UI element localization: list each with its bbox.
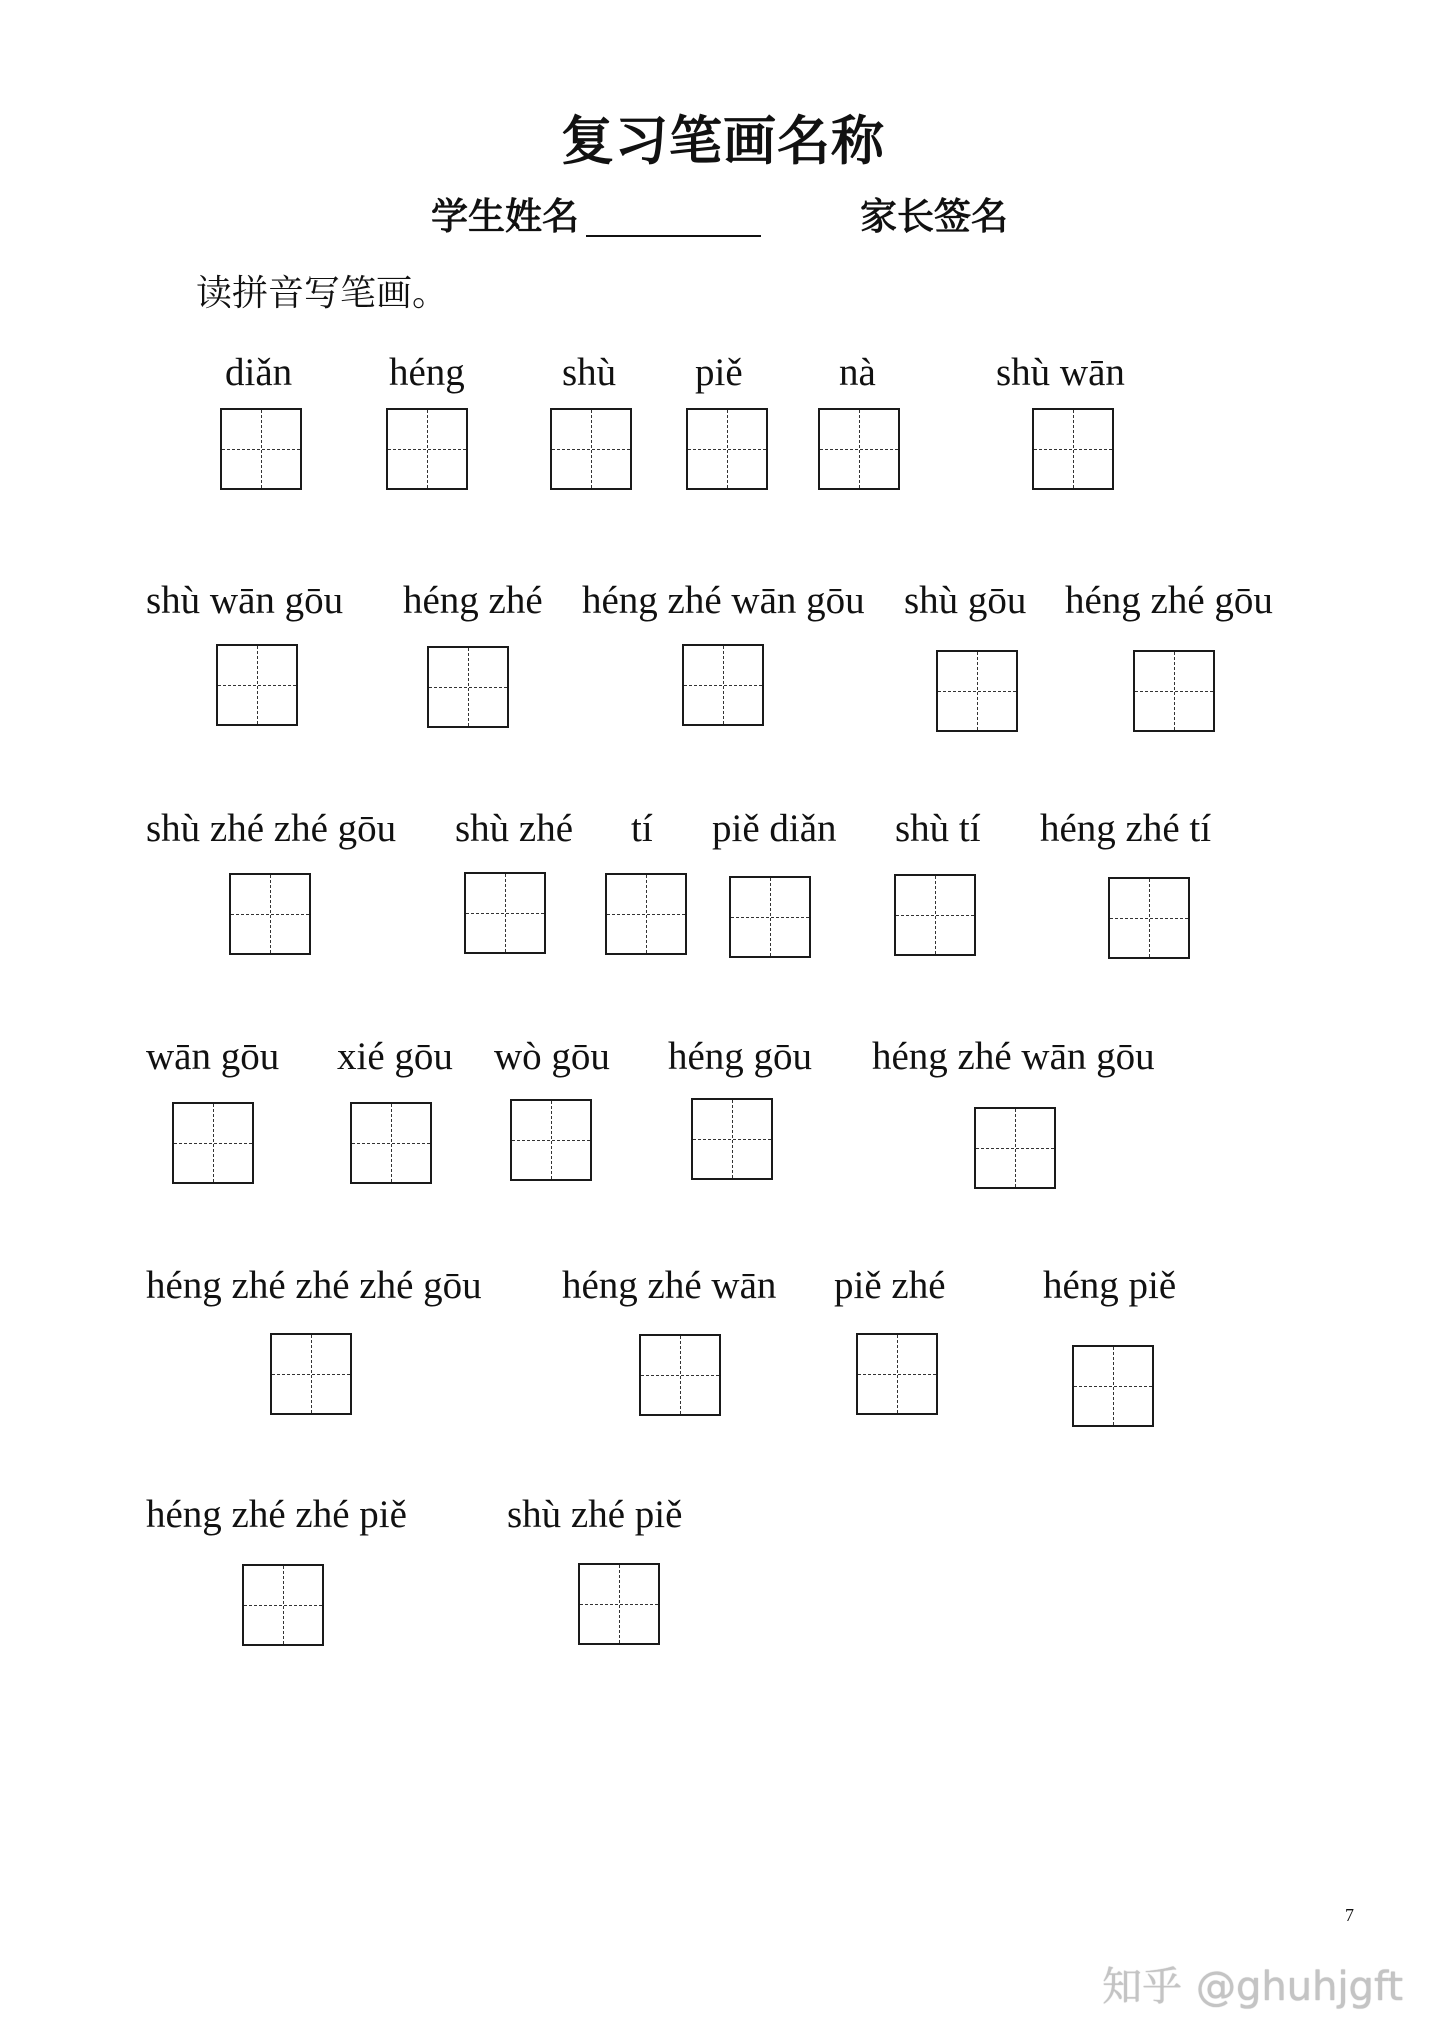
stroke-pinyin: héng zhé tí: [1040, 807, 1212, 850]
page-number: 7: [1345, 1905, 1354, 1925]
watermark: [1102, 1963, 1403, 2011]
stroke-pinyin: héng zhé zhé piě: [146, 1493, 407, 1536]
watermark-handle: @ghuhjgft: [1196, 1964, 1404, 2010]
zhihu-logo-text: 知乎: [1102, 1964, 1182, 2010]
stroke-pinyin: héng zhé wān gōu: [872, 1035, 1155, 1078]
stroke-writing-box: [691, 1098, 773, 1180]
stroke-writing-box: [172, 1102, 254, 1184]
stroke-writing-box: [242, 1564, 324, 1646]
stroke-pinyin: wò gōu: [494, 1035, 610, 1078]
stroke-pinyin: piě diǎn: [712, 807, 837, 850]
stroke-pinyin: wān gōu: [146, 1035, 280, 1078]
stroke-pinyin: héng zhé gōu: [1065, 579, 1273, 622]
stroke-writing-box: [894, 874, 976, 956]
stroke-pinyin: héng zhé wān: [562, 1264, 777, 1307]
stroke-writing-box: [216, 644, 298, 726]
stroke-pinyin: piě: [695, 351, 743, 394]
stroke-writing-box: [1072, 1345, 1154, 1427]
stroke-pinyin: shù zhé: [455, 807, 574, 850]
stroke-pinyin: diǎn: [225, 351, 293, 394]
stroke-writing-box: [1032, 408, 1114, 490]
stroke-pinyin: shù gōu: [904, 579, 1027, 622]
stroke-writing-box: [464, 872, 546, 954]
stroke-writing-box: [510, 1099, 592, 1181]
stroke-writing-box: [605, 873, 687, 955]
stroke-writing-box: [818, 408, 900, 490]
stroke-writing-box: [856, 1333, 938, 1415]
stroke-pinyin: héng zhé zhé zhé gōu: [146, 1264, 482, 1307]
stroke-writing-box: [974, 1107, 1056, 1189]
stroke-writing-box: [729, 876, 811, 958]
stroke-writing-box: [1108, 877, 1190, 959]
stroke-writing-box: [578, 1563, 660, 1645]
stroke-writing-box: [682, 644, 764, 726]
stroke-writing-box: [270, 1333, 352, 1415]
parent-signature-label: 家长签名: [860, 194, 1008, 238]
stroke-writing-box: [386, 408, 468, 490]
stroke-writing-box: [220, 408, 302, 490]
stroke-pinyin: nà: [839, 351, 876, 394]
stroke-pinyin: héng gōu: [668, 1035, 813, 1078]
stroke-pinyin: shù zhé piě: [507, 1493, 683, 1536]
stroke-pinyin: shù: [562, 351, 617, 394]
stroke-pinyin: shù zhé zhé gōu: [146, 807, 397, 850]
stroke-pinyin: tí: [631, 807, 653, 850]
instruction-text: 读拼音写笔画。: [196, 273, 449, 314]
stroke-writing-box: [350, 1102, 432, 1184]
stroke-writing-box: [639, 1334, 721, 1416]
stroke-writing-box: [936, 650, 1018, 732]
stroke-writing-box: [229, 873, 311, 955]
stroke-pinyin: héng piě: [1043, 1264, 1177, 1307]
stroke-writing-box: [550, 408, 632, 490]
page-title: 复习笔画名称: [561, 110, 885, 172]
stroke-pinyin: héng zhé wān gōu: [582, 579, 865, 622]
stroke-writing-box: [427, 646, 509, 728]
stroke-writing-box: [686, 408, 768, 490]
stroke-pinyin: shù tí: [895, 807, 981, 850]
stroke-writing-box: [1133, 650, 1215, 732]
stroke-pinyin: piě zhé: [834, 1264, 946, 1307]
stroke-pinyin: héng: [389, 351, 465, 394]
stroke-pinyin: shù wān gōu: [146, 579, 344, 622]
student-name-label: 学生姓名: [431, 194, 579, 238]
stroke-pinyin: xié gōu: [337, 1035, 453, 1078]
student-name-blank: [586, 235, 761, 237]
stroke-pinyin: héng zhé: [403, 579, 543, 622]
stroke-pinyin: shù wān: [996, 351, 1125, 394]
